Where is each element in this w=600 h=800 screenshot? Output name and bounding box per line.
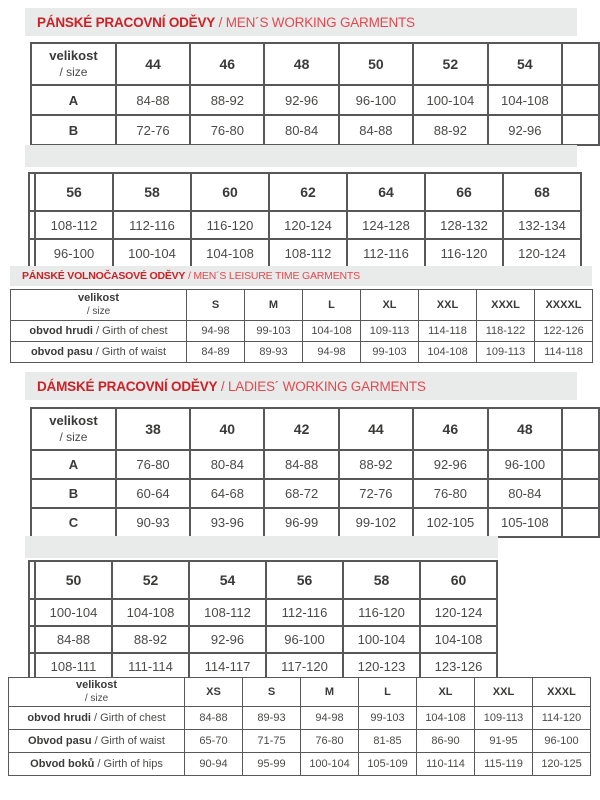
measurement-label-cell <box>11 342 187 363</box>
section-divider <box>25 536 498 558</box>
table-mens-leisure <box>10 289 593 363</box>
size-table <box>30 42 600 146</box>
size-header-cell: 42 <box>264 408 338 450</box>
corner-label-english: / size <box>59 429 88 444</box>
value-cell: 102-105 <box>413 508 488 537</box>
value-cell: 89-93 <box>245 342 303 363</box>
value-cell: 112-116 <box>266 599 343 626</box>
value-cell: 117-120 <box>266 653 343 680</box>
value-cell: 84-88 <box>264 450 338 479</box>
measurement-label-czech: obvod pasu <box>30 346 93 358</box>
value-cell: 68-72 <box>264 479 338 508</box>
value-cell: 104-108 <box>488 85 563 115</box>
size-header-cell: 62 <box>269 173 347 211</box>
value-cell: 104-108 <box>303 321 361 342</box>
corner-label-english: / size <box>84 692 109 704</box>
clipped-column-cell <box>562 115 599 145</box>
value-cell: 104-108 <box>191 239 269 267</box>
value-cell: 96-100 <box>35 239 113 267</box>
value-cell: 104-108 <box>420 626 497 653</box>
size-header-cell: S <box>187 290 245 321</box>
size-header-cell: XL <box>361 290 419 321</box>
size-table <box>28 172 582 268</box>
value-cell: 96-100 <box>339 85 413 115</box>
value-cell: 76-80 <box>116 450 190 479</box>
size-header-cell: 68 <box>503 173 581 211</box>
value-cell: 71-75 <box>243 730 301 753</box>
value-cell: 120-125 <box>533 753 591 776</box>
value-cell: 86-90 <box>417 730 475 753</box>
value-cell: 95-99 <box>243 753 301 776</box>
value-cell: 124-128 <box>347 211 425 239</box>
size-header-cell: M <box>301 678 359 707</box>
corner-cell-velikost-size <box>31 408 116 450</box>
value-cell: 104-108 <box>112 599 189 626</box>
table-ladies-working-sizes-38-48 <box>30 407 600 538</box>
clipped-column-cell <box>562 508 599 537</box>
value-cell: 99-103 <box>245 321 303 342</box>
value-cell: 64-68 <box>190 479 264 508</box>
value-cell: 80-84 <box>264 115 338 145</box>
measurement-label-english: / Girth of chest <box>92 325 168 337</box>
value-cell: 84-88 <box>185 707 243 730</box>
size-header-cell: 56 <box>266 561 343 599</box>
value-cell: 114-118 <box>419 321 477 342</box>
value-cell: 112-116 <box>113 211 191 239</box>
corner-cell-velikost-size <box>31 43 116 85</box>
table-ladies-working-sizes-50-60 <box>28 560 498 681</box>
value-cell: 128-132 <box>425 211 503 239</box>
size-header-cell: 58 <box>343 561 420 599</box>
size-header-cell: 46 <box>190 43 264 85</box>
value-cell: 94-98 <box>303 342 361 363</box>
size-header-cell: 58 <box>113 173 191 211</box>
corner-cell-velikost-size <box>11 290 187 321</box>
corner-label-english: / size <box>59 64 88 79</box>
size-header-cell: 66 <box>425 173 503 211</box>
value-cell: 105-109 <box>359 753 417 776</box>
section-heading-mens-working <box>25 8 577 36</box>
value-cell: 123-126 <box>420 653 497 680</box>
value-cell: 104-108 <box>417 707 475 730</box>
value-cell: 92-96 <box>413 450 488 479</box>
value-cell: 89-93 <box>243 707 301 730</box>
value-cell: 116-120 <box>191 211 269 239</box>
corner-label-czech: velikost <box>76 678 117 691</box>
heading-czech-text: DÁMSKÉ PRACOVNÍ ODĚVY <box>37 378 218 394</box>
value-cell: 118-122 <box>477 321 535 342</box>
value-cell: 80-84 <box>488 479 563 508</box>
value-cell: 88-92 <box>112 626 189 653</box>
measurement-label-czech: obvod hrudi <box>27 712 91 724</box>
section-heading-mens-leisure <box>10 266 592 286</box>
value-cell: 65-70 <box>185 730 243 753</box>
value-cell: 72-76 <box>339 479 413 508</box>
value-cell: 120-124 <box>503 239 581 267</box>
measurement-label-cell <box>11 321 187 342</box>
value-cell: 93-96 <box>190 508 264 537</box>
clipped-column-cell <box>562 408 599 450</box>
table-mens-working-sizes-56-68 <box>28 172 582 268</box>
size-header-cell: XXXXL <box>535 290 593 321</box>
value-cell: 120-123 <box>343 653 420 680</box>
size-header-cell: M <box>245 290 303 321</box>
size-header-cell: 60 <box>191 173 269 211</box>
size-table <box>28 560 498 681</box>
size-header-cell: L <box>303 290 361 321</box>
size-header-cell: XXXL <box>477 290 535 321</box>
size-header-cell: 46 <box>413 408 488 450</box>
value-cell: 96-100 <box>488 450 563 479</box>
value-cell: 108-112 <box>189 599 266 626</box>
value-cell: 88-92 <box>190 85 264 115</box>
measurement-label-cell <box>9 730 185 753</box>
value-cell: 84-88 <box>116 85 190 115</box>
value-cell: 96-99 <box>264 508 338 537</box>
value-cell: 100-104 <box>113 239 191 267</box>
measurement-label-english: / Girth of waist <box>91 735 165 747</box>
value-cell: 100-104 <box>413 85 488 115</box>
value-cell: 84-88 <box>339 115 413 145</box>
value-cell: 114-118 <box>535 342 593 363</box>
value-cell: 99-103 <box>361 342 419 363</box>
value-cell: 109-113 <box>361 321 419 342</box>
value-cell: 116-120 <box>343 599 420 626</box>
size-header-cell: 40 <box>190 408 264 450</box>
heading-czech-text: PÁNSKÉ PRACOVNÍ ODĚVY <box>37 14 216 30</box>
measurement-label-czech: Obvod pasu <box>28 735 92 747</box>
size-header-cell: XXL <box>475 678 533 707</box>
size-header-cell: 52 <box>413 43 488 85</box>
value-cell: 80-84 <box>190 450 264 479</box>
value-cell: 108-112 <box>269 239 347 267</box>
value-cell: 76-80 <box>413 479 488 508</box>
value-cell: 99-102 <box>339 508 413 537</box>
value-cell: 76-80 <box>301 730 359 753</box>
size-header-cell: 54 <box>488 43 563 85</box>
size-header-cell: 44 <box>339 408 413 450</box>
value-cell: 88-92 <box>339 450 413 479</box>
value-cell: 92-96 <box>264 85 338 115</box>
size-header-cell: XS <box>185 678 243 707</box>
table-mens-working-sizes-44-54 <box>30 42 600 146</box>
value-cell: 112-116 <box>347 239 425 267</box>
size-header-cell: S <box>243 678 301 707</box>
value-cell: 92-96 <box>488 115 563 145</box>
value-cell: 99-103 <box>359 707 417 730</box>
value-cell: 92-96 <box>189 626 266 653</box>
value-cell: 84-88 <box>35 626 112 653</box>
corner-cell-velikost-size <box>9 678 185 707</box>
value-cell: 94-98 <box>187 321 245 342</box>
size-header-cell: XXL <box>419 290 477 321</box>
size-header-cell: 52 <box>112 561 189 599</box>
measurement-label-english: / Girth of hips <box>94 758 163 770</box>
value-cell: 120-124 <box>420 599 497 626</box>
value-cell: 114-117 <box>189 653 266 680</box>
corner-label-czech: velikost <box>49 48 98 64</box>
value-cell: 100-104 <box>301 753 359 776</box>
heading-english-text: / LADIES´ WORKING GARMENTS <box>217 378 426 394</box>
table-ladies-leisure <box>8 677 591 776</box>
size-header-cell: 56 <box>35 173 113 211</box>
value-cell: 76-80 <box>190 115 264 145</box>
value-cell: 90-94 <box>185 753 243 776</box>
value-cell: 116-120 <box>425 239 503 267</box>
size-header-cell: XXXL <box>533 678 591 707</box>
value-cell: 90-93 <box>116 508 190 537</box>
value-cell: 100-104 <box>343 626 420 653</box>
heading-english-text: / MEN´S WORKING GARMENTS <box>215 14 415 30</box>
section-heading-ladies-working <box>25 372 577 400</box>
value-cell: 96-100 <box>533 730 591 753</box>
value-cell: 105-108 <box>488 508 563 537</box>
clipped-column-cell <box>562 43 599 85</box>
size-header-cell: 44 <box>116 43 190 85</box>
section-divider <box>25 145 577 167</box>
value-cell: 114-120 <box>533 707 591 730</box>
row-label-cell: A <box>31 85 116 115</box>
size-header-cell: 50 <box>35 561 112 599</box>
size-header-cell: 64 <box>347 173 425 211</box>
heading-czech-text: PÁNSKÉ VOLNOČASOVÉ ODĚVY <box>22 270 186 282</box>
clipped-column-cell <box>562 85 599 115</box>
measurement-label-cell <box>9 707 185 730</box>
size-table <box>8 677 591 776</box>
row-label-cell: B <box>31 479 116 508</box>
value-cell: 122-126 <box>535 321 593 342</box>
value-cell: 109-113 <box>477 342 535 363</box>
value-cell: 60-64 <box>116 479 190 508</box>
clipped-column-cell <box>562 479 599 508</box>
value-cell: 91-95 <box>475 730 533 753</box>
value-cell: 132-134 <box>503 211 581 239</box>
size-header-cell: 48 <box>264 43 338 85</box>
value-cell: 111-114 <box>112 653 189 680</box>
size-header-cell: 50 <box>339 43 413 85</box>
value-cell: 108-112 <box>35 211 113 239</box>
size-header-cell: 54 <box>189 561 266 599</box>
value-cell: 104-108 <box>419 342 477 363</box>
value-cell: 120-124 <box>269 211 347 239</box>
size-header-cell: 60 <box>420 561 497 599</box>
value-cell: 81-85 <box>359 730 417 753</box>
row-label-cell: C <box>31 508 116 537</box>
measurement-label-cell <box>9 753 185 776</box>
measurement-label-english: / Girth of waist <box>92 346 167 358</box>
size-header-cell: 38 <box>116 408 190 450</box>
size-header-cell: L <box>359 678 417 707</box>
value-cell: 109-113 <box>475 707 533 730</box>
value-cell: 115-119 <box>475 753 533 776</box>
corner-label-czech: velikost <box>49 413 98 429</box>
heading-english-text: / MEN´S LEISURE TIME GARMENTS <box>185 270 360 282</box>
value-cell: 96-100 <box>266 626 343 653</box>
value-cell: 84-89 <box>187 342 245 363</box>
value-cell: 108-111 <box>35 653 112 680</box>
corner-label-czech: velikost <box>78 291 119 304</box>
measurement-label-czech: obvod hrudi <box>29 325 93 337</box>
value-cell: 110-114 <box>417 753 475 776</box>
value-cell: 72-76 <box>116 115 190 145</box>
value-cell: 88-92 <box>413 115 488 145</box>
measurement-label-english: / Girth of chest <box>90 712 166 724</box>
size-header-cell: XL <box>417 678 475 707</box>
measurement-label-czech: Obvod boků <box>30 758 95 770</box>
size-table <box>30 407 600 538</box>
row-label-cell: B <box>31 115 116 145</box>
corner-label-english: / size <box>86 305 111 317</box>
size-header-cell: 48 <box>488 408 563 450</box>
size-table <box>10 289 593 363</box>
value-cell: 94-98 <box>301 707 359 730</box>
clipped-column-cell <box>562 450 599 479</box>
value-cell: 100-104 <box>35 599 112 626</box>
row-label-cell: A <box>31 450 116 479</box>
